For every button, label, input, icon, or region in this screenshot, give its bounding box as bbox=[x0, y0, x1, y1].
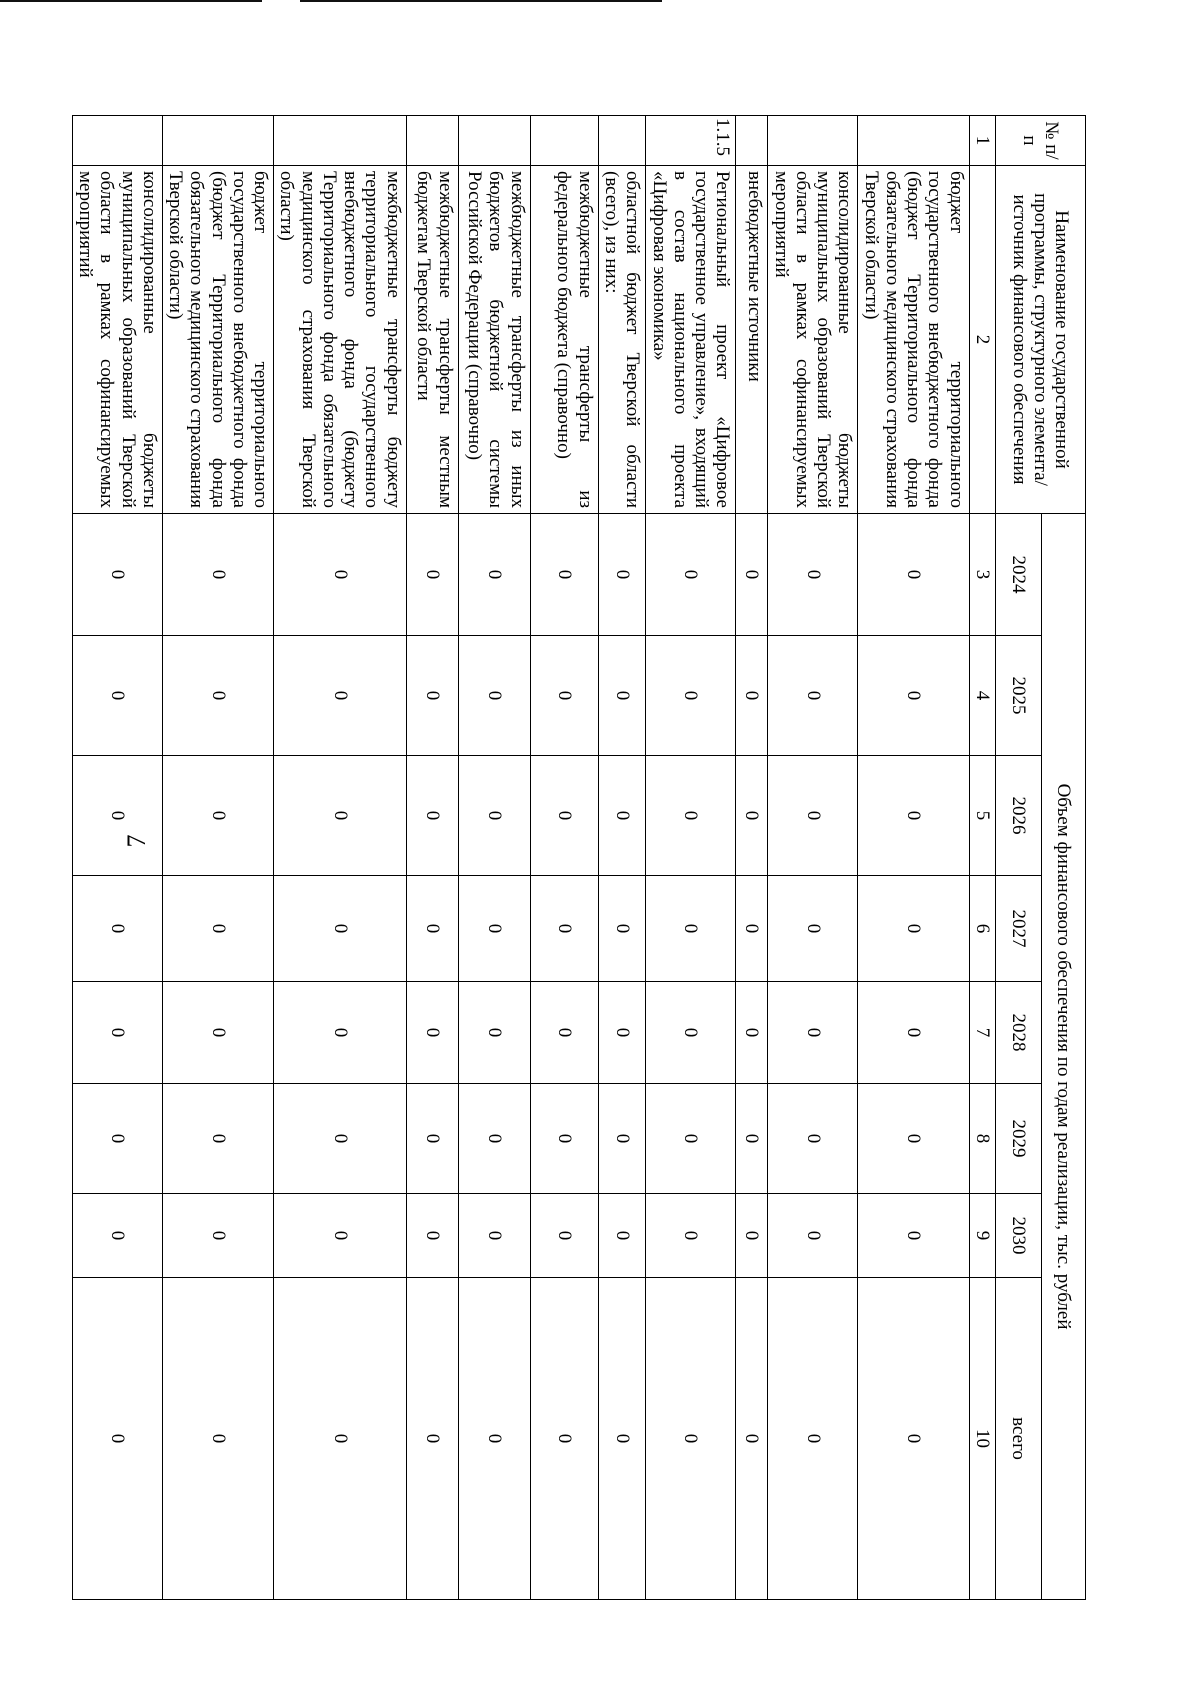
row-value: 0 bbox=[274, 636, 407, 756]
row-name: консолидированные бюджеты муниципальных образований Тверской области в рамках софинансируемых мероприятий bbox=[72, 166, 162, 514]
row-num bbox=[274, 116, 407, 166]
row-num bbox=[406, 116, 458, 166]
col-number: 1 bbox=[969, 116, 995, 166]
row-name: межбюджетные трансферты местным бюджетам Тверской области bbox=[406, 166, 458, 514]
row-num bbox=[736, 116, 768, 166]
header-year: 2028 bbox=[996, 982, 1042, 1084]
row-value: 0 bbox=[598, 514, 646, 636]
row-value: 0 bbox=[598, 636, 646, 756]
table-row bbox=[406, 116, 458, 1600]
row-value: 0 bbox=[858, 876, 969, 982]
row-value: 0 bbox=[646, 636, 736, 756]
row-value: 0 bbox=[458, 514, 530, 636]
header-total: всего bbox=[996, 1278, 1042, 1600]
row-num bbox=[768, 116, 858, 166]
row-value: 0 bbox=[72, 876, 162, 982]
scan-edge-line-right bbox=[300, 0, 662, 2]
col-number: 7 bbox=[969, 982, 995, 1084]
row-value: 0 bbox=[736, 1194, 768, 1278]
row-value: 0 bbox=[274, 982, 407, 1084]
row-value: 0 bbox=[598, 876, 646, 982]
header-year: 2024 bbox=[996, 514, 1042, 636]
row-value: 0 bbox=[274, 1084, 407, 1194]
col-number: 6 bbox=[969, 876, 995, 982]
row-value: 0 bbox=[530, 756, 598, 876]
row-value: 0 bbox=[530, 1084, 598, 1194]
row-value: 0 bbox=[598, 1194, 646, 1278]
table-row bbox=[598, 116, 646, 1600]
rotated-table-container bbox=[75, 115, 1086, 1599]
row-num bbox=[458, 116, 530, 166]
row-num bbox=[598, 116, 646, 166]
col-number: 10 bbox=[969, 1278, 995, 1600]
row-value: 0 bbox=[530, 636, 598, 756]
row-value: 0 bbox=[736, 636, 768, 756]
table-row bbox=[274, 116, 407, 1600]
row-value: 0 bbox=[162, 756, 273, 876]
table-row bbox=[72, 116, 162, 1600]
row-value: 0 bbox=[598, 756, 646, 876]
row-name: бюджет территориального государственного внебюджетного фонда (бюджет Территориального фонда обязательного медицинского страхования Тверской области) bbox=[858, 166, 969, 514]
row-name: областной бюджет Тверской области (всего), из них: bbox=[598, 166, 646, 514]
row-value: 0 bbox=[406, 756, 458, 876]
row-value: 0 bbox=[274, 514, 407, 636]
row-value: 0 bbox=[768, 1278, 858, 1600]
row-value: 0 bbox=[458, 636, 530, 756]
row-value: 0 bbox=[768, 1084, 858, 1194]
row-value: 0 bbox=[458, 876, 530, 982]
row-num bbox=[858, 116, 969, 166]
table-row bbox=[162, 116, 273, 1600]
table-row bbox=[736, 116, 768, 1600]
row-value: 0 bbox=[598, 982, 646, 1084]
row-value: 0 bbox=[736, 876, 768, 982]
row-value: 0 bbox=[72, 1084, 162, 1194]
row-value: 0 bbox=[736, 1278, 768, 1600]
row-value: 0 bbox=[768, 636, 858, 756]
row-value: 0 bbox=[646, 982, 736, 1084]
row-value: 0 bbox=[858, 1194, 969, 1278]
row-value: 0 bbox=[458, 982, 530, 1084]
row-value: 0 bbox=[646, 876, 736, 982]
row-value: 0 bbox=[72, 1194, 162, 1278]
row-name: бюджет территориального государственного внебюджетного фонда (бюджет Территориального фонда обязательного медицинского страхования Тверской области) bbox=[162, 166, 273, 514]
header-name: Наименование государственной программы, структурного элемента/источник финансового обеспечения bbox=[996, 166, 1086, 514]
row-value: 0 bbox=[736, 982, 768, 1084]
table-row bbox=[768, 116, 858, 1600]
header-year: 2027 bbox=[996, 876, 1042, 982]
row-value: 0 bbox=[458, 1194, 530, 1278]
row-value: 0 bbox=[162, 514, 273, 636]
table-row bbox=[530, 116, 598, 1600]
row-value: 0 bbox=[274, 1194, 407, 1278]
row-value: 0 bbox=[162, 1278, 273, 1600]
header-year: 2029 bbox=[996, 1084, 1042, 1194]
row-name: консолидированные бюджеты муниципальных образований Тверской области в рамках софинансируемых мероприятий bbox=[768, 166, 858, 514]
row-value: 0 bbox=[406, 1278, 458, 1600]
row-value: 0 bbox=[458, 1084, 530, 1194]
row-num bbox=[162, 116, 273, 166]
row-value: 0 bbox=[406, 636, 458, 756]
row-name: межбюджетные трансферты из иных бюджетов бюджетной системы Российской Федерации (справочно) bbox=[458, 166, 530, 514]
row-name: внебюджетные источники bbox=[736, 166, 768, 514]
row-value: 0 bbox=[72, 982, 162, 1084]
row-value: 0 bbox=[274, 876, 407, 982]
row-value: 0 bbox=[736, 1084, 768, 1194]
header-year: 2026 bbox=[996, 756, 1042, 876]
row-value: 0 bbox=[530, 1278, 598, 1600]
row-num bbox=[72, 116, 162, 166]
row-name: Региональный проект «Цифровое государственное управление», входящий в состав национального проекта «Цифровая экономика» bbox=[646, 166, 736, 514]
row-value: 0 bbox=[646, 756, 736, 876]
row-value: 0 bbox=[406, 1194, 458, 1278]
row-num: 1.1.5 bbox=[646, 116, 736, 166]
row-value: 0 bbox=[162, 1194, 273, 1278]
row-value: 0 bbox=[530, 1194, 598, 1278]
row-value: 0 bbox=[458, 756, 530, 876]
row-value: 0 bbox=[72, 514, 162, 636]
row-value: 0 bbox=[162, 982, 273, 1084]
row-num bbox=[530, 116, 598, 166]
row-value: 0 bbox=[768, 982, 858, 1084]
row-value: 0 bbox=[458, 1278, 530, 1600]
row-value: 0 bbox=[736, 514, 768, 636]
page-number: 7 bbox=[122, 834, 151, 848]
row-value: 0 bbox=[406, 982, 458, 1084]
row-value: 0 bbox=[530, 876, 598, 982]
row-value: 0 bbox=[646, 1278, 736, 1600]
header-volume: Объем финансового обеспечения по годам реализации, тыс. рублей bbox=[1042, 514, 1086, 1600]
row-value: 0 bbox=[858, 756, 969, 876]
row-value: 0 bbox=[768, 876, 858, 982]
row-value: 0 bbox=[406, 1084, 458, 1194]
row-value: 0 bbox=[72, 756, 162, 876]
row-value: 0 bbox=[162, 636, 273, 756]
row-name: межбюджетные трансферты из федерального бюджета (справочно) bbox=[530, 166, 598, 514]
row-value: 0 bbox=[736, 756, 768, 876]
row-value: 0 bbox=[598, 1084, 646, 1194]
row-value: 0 bbox=[406, 876, 458, 982]
table-row bbox=[858, 116, 969, 1600]
row-value: 0 bbox=[858, 514, 969, 636]
row-value: 0 bbox=[858, 636, 969, 756]
row-value: 0 bbox=[858, 982, 969, 1084]
col-number: 8 bbox=[969, 1084, 995, 1194]
col-number: 9 bbox=[969, 1194, 995, 1278]
header-year: 2025 bbox=[996, 636, 1042, 756]
row-value: 0 bbox=[274, 1278, 407, 1600]
row-value: 0 bbox=[162, 876, 273, 982]
row-value: 0 bbox=[530, 514, 598, 636]
row-value: 0 bbox=[646, 514, 736, 636]
scan-edge-line-left bbox=[0, 0, 262, 2]
row-value: 0 bbox=[858, 1084, 969, 1194]
table-row bbox=[458, 116, 530, 1600]
col-number: 2 bbox=[969, 166, 995, 514]
row-value: 0 bbox=[274, 756, 407, 876]
row-value: 0 bbox=[72, 1278, 162, 1600]
col-number: 3 bbox=[969, 514, 995, 636]
row-value: 0 bbox=[646, 1084, 736, 1194]
row-value: 0 bbox=[768, 756, 858, 876]
row-value: 0 bbox=[162, 1084, 273, 1194]
row-name: межбюджетные трансферты бюджету территориального государственного внебюджетного фонда (бюджету Территориального фонда обязательного медицинского страхования Тверской области) bbox=[274, 166, 407, 514]
table-row bbox=[646, 116, 736, 1600]
row-value: 0 bbox=[858, 1278, 969, 1600]
row-value: 0 bbox=[646, 1194, 736, 1278]
row-value: 0 bbox=[530, 982, 598, 1084]
header-num: № п/п bbox=[996, 116, 1086, 166]
row-value: 0 bbox=[768, 514, 858, 636]
row-value: 0 bbox=[72, 636, 162, 756]
row-value: 0 bbox=[598, 1278, 646, 1600]
col-number: 4 bbox=[969, 636, 995, 756]
col-number: 5 bbox=[969, 756, 995, 876]
row-value: 0 bbox=[768, 1194, 858, 1278]
row-value: 0 bbox=[406, 514, 458, 636]
budget-table bbox=[72, 115, 1086, 1600]
header-year: 2030 bbox=[996, 1194, 1042, 1278]
